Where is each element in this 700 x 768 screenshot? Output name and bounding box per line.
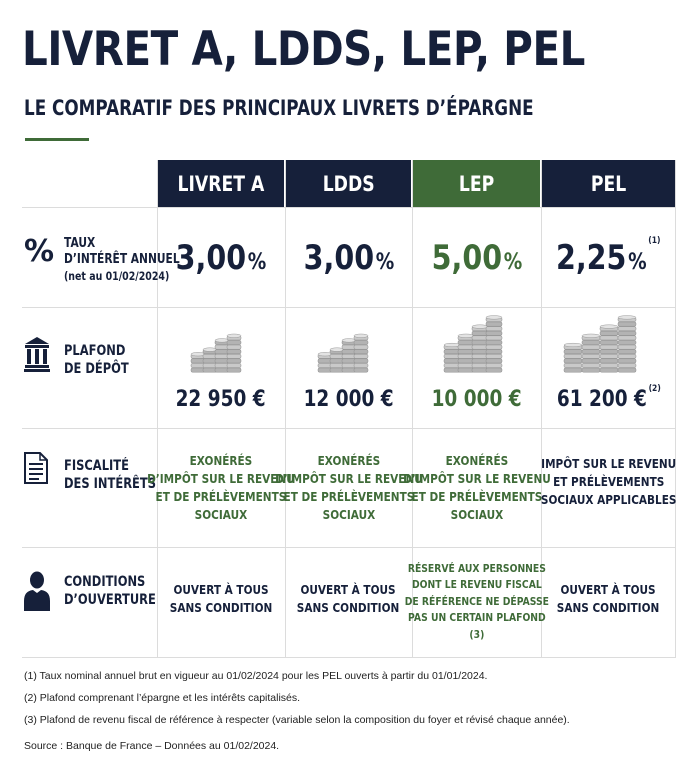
grid-line [675,160,676,657]
coin [486,322,502,326]
coin [354,363,368,367]
row-label-conditions [64,574,156,609]
coin-top [582,334,600,338]
rate-unit: % [503,249,522,275]
column-header-label: LIVRET A [177,171,265,196]
ceiling-cell-pel [542,383,675,417]
tax-text-line: SOCIAUX [450,507,503,523]
coin [600,331,618,335]
coin [582,345,600,349]
coin-top [227,334,241,338]
coin [582,354,600,358]
coin [618,368,636,372]
coin [444,368,460,372]
rate-unit: % [375,249,394,275]
coin [354,350,368,354]
conditions-cell-pel [542,548,675,650]
conditions-text-line: RÉSERVÉ AUX PERSONNES [407,561,546,575]
coin [472,363,488,367]
ceiling-value: 10 000 € [431,387,522,412]
conditions-text-line: OUVERT À TOUS [560,581,657,597]
coin [600,345,618,349]
coin-top [354,334,368,338]
coin [582,368,600,372]
coin [472,350,488,354]
rate-value: 2,25 [556,237,627,278]
coin [564,359,582,363]
coin [618,350,636,354]
coin [354,340,368,344]
coin [458,354,474,358]
coin [227,345,241,349]
tax-cell-lep [402,429,551,547]
coin-top [618,316,636,320]
tax-cell-pel [542,429,675,547]
column-header-ldds [286,160,411,207]
coin [444,354,460,358]
rate-value: 3,00 [303,237,374,278]
column-header-label: LEP [458,171,495,196]
coin [227,350,241,354]
coin [472,336,488,340]
footnote-ref: (1) [648,235,661,246]
row-label-line: TAUX [64,236,96,251]
coin [486,363,502,367]
row-label-line: DES INTÉRÊTS [64,475,156,492]
ceiling-value: 12 000 € [303,387,394,412]
coin [582,363,600,367]
coin-stack-icon [190,330,250,376]
conditions-cell-livret-a [158,548,284,650]
coin [600,363,618,367]
coin [444,363,460,367]
conditions-text-line: SANS CONDITION [557,600,660,615]
coin [472,340,488,344]
title-underline [25,138,89,141]
coin [458,350,474,354]
coin [618,340,636,344]
row-label-line: CONDITIONS [64,574,146,590]
conditions-text-line: DONT LE REVENU FISCAL [411,578,542,592]
column-header-livret-a [158,160,284,207]
coin [582,340,600,344]
coin [472,368,488,372]
coin-top [472,325,488,329]
grid-line [22,307,676,308]
coin [472,331,488,335]
coin-top [444,343,460,347]
coin [486,359,502,363]
coin [444,359,460,363]
coin [618,359,636,363]
coin [564,363,582,367]
coin [618,336,636,340]
row-label-line: DE DÉPÔT [64,360,129,377]
rate-cell-pel [542,208,675,307]
footnote-ref: (2) [648,384,661,394]
tax-text-line: EXONÉRÉS [445,452,508,468]
footnote: (3) Plafond de revenu fiscal de référence à respecter (variable selon la composition du foyer et révisé chaque année). [24,714,570,726]
coin [354,354,368,358]
coin [354,359,368,363]
ceiling-cell-lep [413,383,540,417]
ceiling-value: 61 200 € [556,387,647,412]
rate-cell-livret-a [158,208,284,307]
coin-top [486,316,502,320]
coin [600,359,618,363]
coin [472,354,488,358]
tax-text-line: D’IMPÔT SUR LE REVENU [274,470,423,486]
conditions-text-line: OUVERT À TOUS [173,581,269,597]
coin-stack-icon [443,314,509,376]
tax-text-line: EXONÉRÉS [189,452,253,468]
coin-stack-icon [317,330,377,376]
coin [600,336,618,340]
coin [486,345,502,349]
coin [227,359,241,363]
coin [600,354,618,358]
row-label-line: FISCALITÉ [64,458,129,474]
tax-text-line: ET DE PRÉLÈVEMENTS [411,489,542,504]
ceiling-value: 22 950 € [175,387,267,412]
coin [458,368,474,372]
coin [564,350,582,354]
column-header-lep [413,160,540,207]
row-label-line: D’INTÉRÊT ANNUEL [64,252,180,268]
row-label-ceiling [64,343,129,378]
coin [564,368,582,372]
conditions-cell-lep [404,548,549,656]
tax-text-line: ET DE PRÉLÈVEMENTS [283,489,414,504]
rate-unit: % [247,249,267,275]
column-header-label: LDDS [322,171,375,196]
row-label-line: D’OUVERTURE [64,591,156,608]
coin [458,340,474,344]
rate-cell-ldds [286,208,411,307]
coin [618,322,636,326]
coin [458,345,474,349]
coin [618,354,636,358]
coin-top [564,343,582,347]
tax-cell-livret-a [147,429,295,547]
tax-cell-ldds [274,429,423,547]
tax-text-line: EXONÉRÉS [317,452,380,468]
document-icon [24,452,48,484]
tax-text-line: SOCIAUX [194,507,248,523]
coin [486,327,502,331]
coin [618,327,636,331]
ceiling-cell-ldds [286,383,411,417]
coin [618,345,636,349]
coin [486,368,502,372]
column-header-pel [542,160,675,207]
person-icon [24,571,50,611]
coin [444,350,460,354]
rate-value: 3,00 [175,237,247,278]
coin [600,368,618,372]
coin [354,345,368,349]
conditions-cell-ldds [286,548,411,650]
tax-text-line: SOCIAUX APPLICABLES [540,492,677,508]
conditions-text-line: (3) [469,627,484,641]
coin [486,354,502,358]
coin [472,359,488,363]
coin [472,345,488,349]
coin [618,363,636,367]
coin [600,350,618,354]
coin-top [458,334,474,338]
conditions-text-line: SANS CONDITION [169,600,273,615]
footnote: (2) Plafond comprenant l’épargne et les intérêts capitalisés. [24,692,301,704]
coin [486,340,502,344]
coin [458,363,474,367]
coin [582,359,600,363]
coin [618,331,636,335]
coin [486,336,502,340]
rate-cell-lep [413,208,540,307]
coin [227,368,241,372]
footnotes [24,670,570,736]
coin [458,359,474,363]
rate-unit: % [628,249,647,275]
row-label-line: PLAFOND [64,343,126,359]
coin-top [600,325,618,329]
bank-icon [24,336,50,372]
column-header-label: PEL [590,171,627,196]
conditions-text-line: PAS UN CERTAIN PLAFOND [407,611,546,625]
conditions-text-line: OUVERT À TOUS [300,581,397,597]
coin [354,368,368,372]
ceiling-cell-livret-a [158,383,284,417]
percent-icon: % [24,234,55,269]
tax-text-line: D’IMPÔT SUR LE REVENU [402,470,551,486]
coin-stack-icon [563,311,643,376]
coin [227,340,241,344]
tax-text-line: ET PRÉLÈVEMENTS [552,473,665,489]
conditions-text-line: SANS CONDITION [297,600,400,615]
footnote: (1) Taux nominal annuel brut en vigueur au 01/02/2024 pour les PEL ouverts à partir du 01/01/2024. [24,670,488,682]
coin [486,350,502,354]
conditions-text-line: DE RÉFÉRENCE NE DÉPASSE [404,594,549,608]
coin [564,354,582,358]
tax-text-line: ET DE PRÉLÈVEMENTS [155,489,287,504]
page-subtitle: LE COMPARATIF DES PRINCIPAUX LIVRETS D’ÉPARGNE [24,96,534,120]
coin [486,331,502,335]
grid-line [22,657,676,658]
rate-value: 5,00 [431,237,502,278]
row-label-note: (net au 01/02/2024) [64,268,170,283]
page-title: LIVRET A, LDDS, LEP, PEL [22,22,585,77]
tax-text-line: SOCIAUX [322,507,375,523]
coin [227,363,241,367]
coin [582,350,600,354]
tax-text-line: D’IMPÔT SUR LE REVENU [147,470,295,486]
source-note: Source : Banque de France – Données au 01/02/2024. [24,740,280,752]
coin [600,340,618,344]
row-label-tax [64,458,156,493]
tax-text-line: IMPÔT SUR LE REVENU [540,455,677,471]
coin [227,354,241,358]
